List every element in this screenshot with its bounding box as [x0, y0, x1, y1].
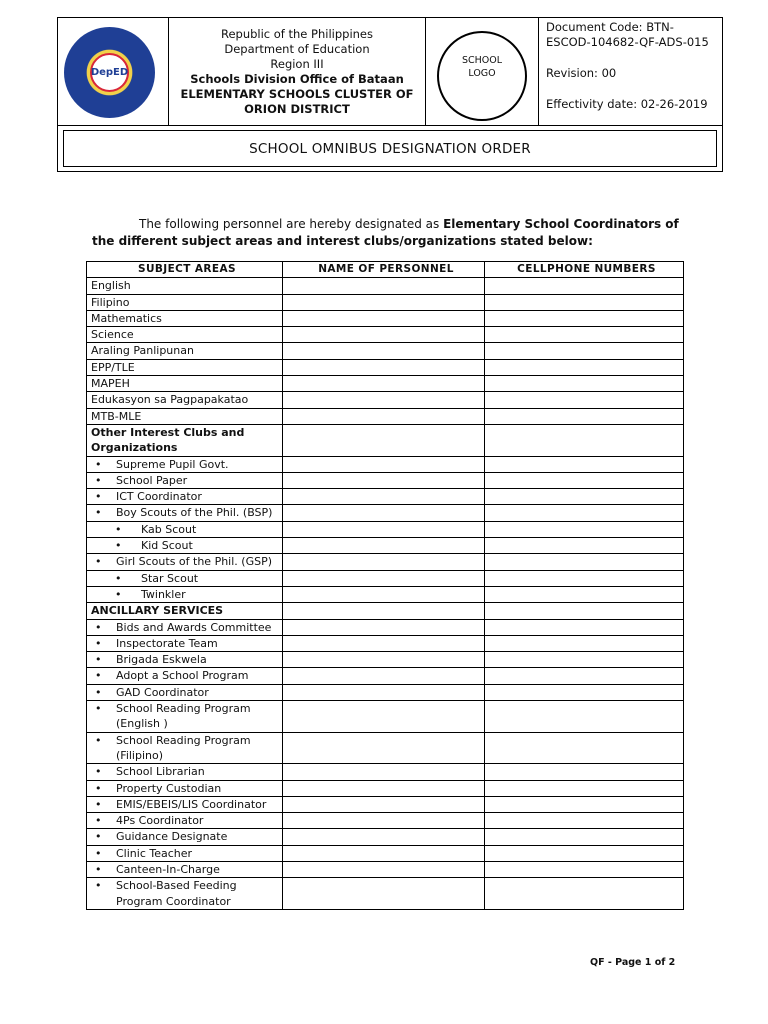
subject-label: School Reading Program (English ): [116, 702, 251, 731]
cellphone-number-cell[interactable]: [485, 521, 684, 537]
subject-cell: [87, 456, 283, 472]
subject-label: EPP/TLE: [91, 360, 135, 374]
header-cellphone-numbers: CELLPHONE NUMBERS: [485, 262, 684, 278]
bullet-icon: •: [95, 555, 102, 569]
title-box: [57, 126, 723, 172]
subject-cell: [87, 861, 283, 877]
intro-lead: The following personnel are hereby designated as: [139, 217, 444, 231]
header-name-of-personnel: NAME OF PERSONNEL: [283, 262, 485, 278]
table-row: [87, 310, 684, 326]
personnel-name-cell[interactable]: [283, 554, 485, 570]
personnel-name-cell[interactable]: [283, 359, 485, 375]
table-row: [87, 684, 684, 700]
personnel-name-cell[interactable]: [283, 472, 485, 488]
personnel-name-cell[interactable]: [283, 456, 485, 472]
subject-cell: [87, 278, 283, 294]
table-row: [87, 603, 684, 619]
bullet-icon: •: [95, 490, 102, 504]
subject-cell: [87, 310, 283, 326]
subject-label: Mathematics: [91, 311, 162, 325]
bullet-icon: •: [95, 636, 102, 650]
cellphone-number-cell[interactable]: [485, 780, 684, 796]
subject-label: Kid Scout: [141, 539, 193, 553]
bullet-icon: •: [95, 765, 102, 779]
school-logo-line1: SCHOOL: [461, 55, 503, 66]
subject-cell: [87, 619, 283, 635]
personnel-name-cell[interactable]: [283, 310, 485, 326]
bullet-icon: •: [95, 473, 102, 487]
cellphone-number-cell[interactable]: [485, 489, 684, 505]
personnel-name-cell[interactable]: [283, 376, 485, 392]
personnel-name-cell[interactable]: [283, 619, 485, 635]
personnel-name-cell[interactable]: [283, 829, 485, 845]
subject-cell: [87, 764, 283, 780]
subject-label: Inspectorate Team: [116, 636, 218, 650]
subject-cell: [87, 554, 283, 570]
bullet-icon: •: [95, 457, 102, 471]
personnel-name-cell[interactable]: [283, 764, 485, 780]
table-row: [87, 538, 684, 554]
personnel-name-cell[interactable]: [283, 586, 485, 602]
subject-label: Brigada Eskwela: [116, 653, 207, 667]
table-row: [87, 294, 684, 310]
bullet-icon: •: [95, 685, 102, 699]
subject-label: MTB-MLE: [91, 409, 142, 423]
bullet-icon: •: [95, 830, 102, 844]
bullet-icon: •: [95, 846, 102, 860]
table-row: [87, 327, 684, 343]
table-row: [87, 780, 684, 796]
table-row: [87, 472, 684, 488]
cellphone-number-cell[interactable]: [485, 310, 684, 326]
personnel-name-cell[interactable]: [283, 813, 485, 829]
personnel-name-cell[interactable]: [283, 521, 485, 537]
bullet-icon: •: [115, 587, 122, 601]
subject-cell: [87, 376, 283, 392]
document-code-block: [539, 18, 722, 125]
cellphone-number-cell[interactable]: [485, 278, 684, 294]
bullet-icon: •: [95, 879, 102, 893]
subject-cell: [87, 424, 283, 456]
subject-label: Science: [91, 328, 134, 342]
table-row: [87, 635, 684, 651]
table-row: [87, 456, 684, 472]
subject-label: School-Based Feeding Program Coordinator: [116, 879, 237, 908]
cellphone-number-cell[interactable]: [485, 861, 684, 877]
personnel-name-cell[interactable]: [283, 278, 485, 294]
table-header-row: [87, 262, 684, 278]
district-line: ORION DISTRICT: [244, 101, 350, 116]
subject-label: Edukasyon sa Pagpapakatao: [91, 393, 249, 407]
cellphone-number-cell[interactable]: [485, 764, 684, 780]
table-row: [87, 586, 684, 602]
personnel-name-cell[interactable]: [283, 603, 485, 619]
cellphone-number-cell[interactable]: [485, 376, 684, 392]
table-row: [87, 424, 684, 456]
subject-label: School Paper: [116, 473, 188, 487]
page-footer: QF - Page 1 of 2: [590, 957, 676, 968]
bullet-icon: •: [95, 797, 102, 811]
personnel-name-cell[interactable]: [283, 424, 485, 456]
cellphone-number-cell[interactable]: [485, 878, 684, 910]
bullet-icon: •: [95, 653, 102, 667]
subject-label: Adopt a School Program: [116, 669, 249, 683]
subject-cell: [87, 652, 283, 668]
subject-cell: [87, 392, 283, 408]
cellphone-number-cell[interactable]: [485, 570, 684, 586]
deped-seal-cell: [58, 18, 169, 125]
subject-cell: [87, 829, 283, 845]
table-row: [87, 408, 684, 424]
subject-label: Girl Scouts of the Phil. (GSP): [116, 555, 273, 569]
subject-label: ICT Coordinator: [116, 490, 202, 504]
table-row: [87, 554, 684, 570]
bullet-icon: •: [95, 620, 102, 634]
intro-bold-2: the different subject areas and interest clubs/organizations stated below:: [92, 234, 593, 248]
bullet-icon: •: [95, 862, 102, 876]
cellphone-number-cell[interactable]: [485, 554, 684, 570]
intro-bold-1: Elementary School Coordinators of: [443, 217, 679, 231]
effectivity-date: Effectivity date: 02-26-2019: [546, 97, 708, 111]
bullet-icon: •: [95, 506, 102, 520]
table-row: [87, 845, 684, 861]
cellphone-number-cell[interactable]: [485, 796, 684, 812]
personnel-name-cell[interactable]: [283, 652, 485, 668]
table-row: [87, 392, 684, 408]
table-row: [87, 619, 684, 635]
personnel-name-cell[interactable]: [283, 878, 485, 910]
table-row: [87, 668, 684, 684]
table-row: [87, 732, 684, 764]
subject-label: School Reading Program (Filipino): [116, 733, 251, 762]
bullet-icon: •: [115, 539, 122, 553]
personnel-name-cell[interactable]: [283, 392, 485, 408]
subject-label: Other Interest Clubs and Organizations: [91, 425, 245, 455]
designation-table: [86, 261, 684, 910]
personnel-name-cell[interactable]: [283, 668, 485, 684]
cellphone-number-cell[interactable]: [485, 392, 684, 408]
personnel-name-cell[interactable]: [283, 570, 485, 586]
subject-label: Boy Scouts of the Phil. (BSP): [116, 506, 273, 520]
cellphone-number-cell[interactable]: [485, 732, 684, 764]
revision: Revision: 00: [546, 66, 617, 80]
bullet-icon: •: [95, 733, 102, 747]
cellphone-number-cell[interactable]: [485, 294, 684, 310]
subject-cell: [87, 732, 283, 764]
table-row: [87, 796, 684, 812]
subject-label: Clinic Teacher: [116, 846, 193, 860]
subject-label: EMIS/EBEIS/LIS Coordinator: [116, 797, 267, 811]
cellphone-number-cell[interactable]: [485, 845, 684, 861]
subject-label: Twinkler: [141, 587, 186, 601]
cellphone-number-cell[interactable]: [485, 327, 684, 343]
table-row: [87, 521, 684, 537]
subject-cell: [87, 878, 283, 910]
subject-label: 4Ps Coordinator: [116, 814, 204, 828]
subject-cell: [87, 796, 283, 812]
subject-label: Kab Scout: [141, 522, 197, 536]
subject-cell: [87, 505, 283, 521]
page-title: SCHOOL OMNIBUS DESIGNATION ORDER: [249, 140, 531, 157]
table-row: [87, 505, 684, 521]
personnel-name-cell[interactable]: [283, 796, 485, 812]
document-header: [57, 17, 723, 126]
republic-line: Republic of the Philippines: [220, 26, 374, 41]
table-row: [87, 278, 684, 294]
cellphone-number-cell[interactable]: [485, 408, 684, 424]
table-row: [87, 861, 684, 877]
bullet-icon: •: [115, 571, 122, 585]
personnel-name-cell[interactable]: [283, 538, 485, 554]
cellphone-number-cell[interactable]: [485, 359, 684, 375]
subject-cell: [87, 635, 283, 651]
deped-seal-text: DepED: [90, 53, 129, 92]
cellphone-number-cell[interactable]: [485, 472, 684, 488]
subject-label: Property Custodian: [116, 781, 222, 795]
bullet-icon: •: [115, 522, 122, 536]
subject-cell: [87, 668, 283, 684]
subject-label: MAPEH: [91, 377, 130, 391]
subject-label: GAD Coordinator: [116, 685, 209, 699]
subject-label: Star Scout: [141, 571, 199, 585]
cellphone-number-cell[interactable]: [485, 684, 684, 700]
subject-label: ANCILLARY SERVICES: [91, 604, 224, 618]
subject-cell: [87, 570, 283, 586]
school-logo-line2: LOGO: [468, 68, 496, 79]
subject-label: Canteen-In-Charge: [116, 862, 220, 876]
intro-paragraph: [92, 216, 732, 250]
bullet-icon: •: [95, 814, 102, 828]
subject-cell: [87, 603, 283, 619]
subject-label: Supreme Pupil Govt.: [116, 457, 229, 471]
document-code: Document Code: BTN-: [546, 20, 674, 34]
subject-cell: [87, 521, 283, 537]
school-logo-cell: [426, 18, 539, 125]
subject-cell: [87, 538, 283, 554]
cellphone-number-cell[interactable]: [485, 635, 684, 651]
personnel-name-cell[interactable]: [283, 489, 485, 505]
cellphone-number-cell[interactable]: [485, 652, 684, 668]
personnel-name-cell[interactable]: [283, 505, 485, 521]
cellphone-number-cell[interactable]: [485, 538, 684, 554]
bullet-icon: •: [95, 702, 102, 716]
personnel-name-cell[interactable]: [283, 327, 485, 343]
table-row: [87, 343, 684, 359]
table-row: [87, 652, 684, 668]
subject-label: Araling Panlipunan: [91, 344, 194, 358]
division-line: Schools Division Office of Bataan: [190, 71, 404, 86]
personnel-name-cell[interactable]: [283, 701, 485, 733]
table-row: [87, 701, 684, 733]
table-row: [87, 359, 684, 375]
table-row: [87, 764, 684, 780]
cellphone-number-cell[interactable]: [485, 586, 684, 602]
agency-block: [169, 18, 426, 125]
department-line: Department of Education: [224, 41, 370, 56]
personnel-name-cell[interactable]: [283, 635, 485, 651]
cellphone-number-cell[interactable]: [485, 456, 684, 472]
cellphone-number-cell[interactable]: [485, 619, 684, 635]
header-subject-areas: SUBJECT AREAS: [87, 262, 283, 278]
subject-label: English: [91, 279, 131, 293]
personnel-name-cell[interactable]: [283, 684, 485, 700]
region-line: Region III: [270, 56, 324, 71]
bullet-icon: •: [95, 669, 102, 683]
personnel-name-cell[interactable]: [283, 732, 485, 764]
subject-cell: [87, 327, 283, 343]
deped-seal-icon: [64, 27, 155, 118]
personnel-name-cell[interactable]: [283, 780, 485, 796]
subject-label: Guidance Designate: [116, 830, 228, 844]
bullet-icon: •: [95, 781, 102, 795]
table-row: [87, 570, 684, 586]
personnel-name-cell[interactable]: [283, 343, 485, 359]
table-row: [87, 489, 684, 505]
subject-cell: [87, 780, 283, 796]
personnel-name-cell[interactable]: [283, 408, 485, 424]
cellphone-number-cell[interactable]: [485, 813, 684, 829]
personnel-name-cell[interactable]: [283, 294, 485, 310]
subject-cell: [87, 408, 283, 424]
cellphone-number-cell[interactable]: [485, 668, 684, 684]
subject-cell: [87, 294, 283, 310]
subject-cell: [87, 472, 283, 488]
school-logo-placeholder: [437, 31, 527, 121]
subject-cell: [87, 343, 283, 359]
cellphone-number-cell[interactable]: [485, 829, 684, 845]
table-row: [87, 376, 684, 392]
table-row: [87, 829, 684, 845]
cellphone-number-cell[interactable]: [485, 343, 684, 359]
subject-label: Filipino: [91, 295, 130, 309]
cellphone-number-cell[interactable]: [485, 701, 684, 733]
cellphone-number-cell[interactable]: [485, 603, 684, 619]
subject-cell: [87, 845, 283, 861]
document-code-cont: ESCOD-104682-QF-ADS-015: [546, 35, 709, 49]
personnel-name-cell[interactable]: [283, 845, 485, 861]
subject-cell: [87, 489, 283, 505]
personnel-name-cell[interactable]: [283, 861, 485, 877]
cellphone-number-cell[interactable]: [485, 505, 684, 521]
subject-cell: [87, 701, 283, 733]
subject-cell: [87, 813, 283, 829]
subject-cell: [87, 359, 283, 375]
cluster-line: ELEMENTARY SCHOOLS CLUSTER OF: [180, 86, 414, 101]
subject-label: Bids and Awards Committee: [116, 620, 272, 634]
subject-label: School Librarian: [116, 765, 205, 779]
subject-cell: [87, 586, 283, 602]
cellphone-number-cell[interactable]: [485, 424, 684, 456]
table-row: [87, 813, 684, 829]
table-row: [87, 878, 684, 910]
subject-cell: [87, 684, 283, 700]
